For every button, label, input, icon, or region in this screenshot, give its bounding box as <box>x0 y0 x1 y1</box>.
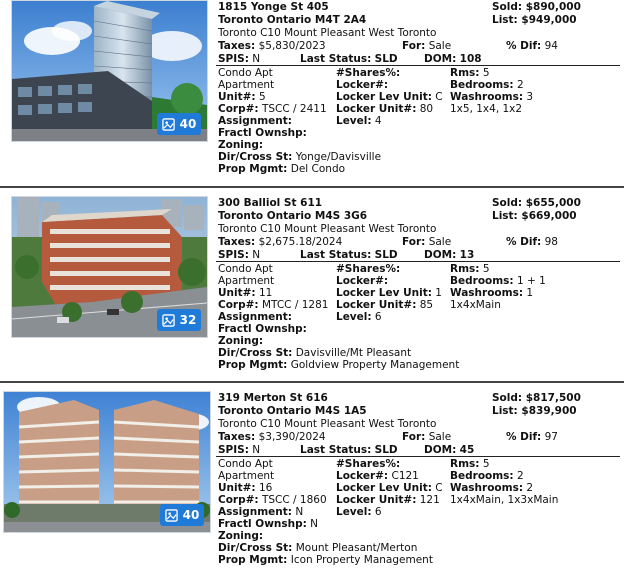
spis-value: N <box>252 53 261 65</box>
city-line: Toronto Ontario M4S 3G6 <box>218 210 368 222</box>
spis-label: SPIS: <box>218 444 249 456</box>
listing-separator <box>0 381 624 383</box>
photo-count-button[interactable] <box>160 504 204 526</box>
corp-value: TSCC / 1860 <box>261 494 327 506</box>
locker-label: Locker#: <box>336 79 389 91</box>
unit-label: Unit#: <box>218 287 256 299</box>
for-value: Sale <box>428 431 452 443</box>
area-line: Toronto C10 Mount Pleasant West Toronto <box>218 223 437 235</box>
taxes-label: Taxes: <box>218 40 256 52</box>
listing-photo[interactable] <box>11 196 208 338</box>
bath-detail: 1x4xMain <box>450 299 501 311</box>
corp-label: Corp#: <box>218 494 259 506</box>
listing-photo[interactable] <box>11 0 208 142</box>
photo-count: 32 <box>179 313 197 327</box>
locker-lev-unit-label: Locker Lev Unit: <box>336 287 432 299</box>
bedrooms-label: Bedrooms: <box>450 275 514 287</box>
for-value: Sale <box>428 236 452 248</box>
locker-lev-unit-value: C <box>435 91 443 103</box>
cross-st-value: Mount Pleasant/Merton <box>295 542 418 554</box>
fractl-label: Fractl Ownshp: <box>218 518 307 530</box>
last-status-label: Last Status: <box>300 444 372 456</box>
zoning-label: Zoning: <box>218 335 264 347</box>
corp-label: Corp#: <box>218 103 259 115</box>
dom-label: DOM: <box>424 249 457 261</box>
type-line-2: Apartment <box>218 79 275 91</box>
shares-label: #Shares%: <box>336 458 401 470</box>
type-line-1: Condo Apt <box>218 67 273 79</box>
sold-label: Sold: <box>492 392 523 404</box>
taxes-value: $3,390/2024 <box>258 431 326 443</box>
locker-label: Locker#: <box>336 275 389 287</box>
list-price: $839,900 <box>521 405 577 417</box>
shares-label: #Shares%: <box>336 263 401 275</box>
cross-st-value: Yonge/Davisville <box>295 151 382 163</box>
assignment-label: Assignment: <box>218 311 292 323</box>
prop-mgmt-label: Prop Mgmt: <box>218 554 288 566</box>
spis-value: N <box>252 249 261 261</box>
listing-address[interactable]: 300 Balliol St 611 <box>218 197 323 209</box>
rms-label: Rms: <box>450 263 480 275</box>
locker-lev-unit-label: Locker Lev Unit: <box>336 91 432 103</box>
locker-unit-value: 80 <box>419 103 434 115</box>
level-label: Level: <box>336 115 372 127</box>
spis-value: N <box>252 444 261 456</box>
washrooms-label: Washrooms: <box>450 91 524 103</box>
dom-value: 13 <box>459 249 475 261</box>
bedrooms-label: Bedrooms: <box>450 470 514 482</box>
washrooms-label: Washrooms: <box>450 287 524 299</box>
divider <box>216 456 620 457</box>
area-line: Toronto C10 Mount Pleasant West Toronto <box>218 418 437 430</box>
sold-label: Sold: <box>492 197 523 209</box>
dom-value: 108 <box>459 53 482 65</box>
washrooms-value: 2 <box>526 482 534 494</box>
last-status-label: Last Status: <box>300 249 372 261</box>
rms-label: Rms: <box>450 67 480 79</box>
listing-info <box>216 1 622 176</box>
unit-label: Unit#: <box>218 482 256 494</box>
for-value: Sale <box>428 40 452 52</box>
divider <box>216 65 620 66</box>
image-icon <box>162 118 175 131</box>
listing-address[interactable]: 319 Merton St 616 <box>218 392 328 404</box>
pct-dif-value: 98 <box>544 236 558 248</box>
level-label: Level: <box>336 506 372 518</box>
image-icon <box>165 509 178 522</box>
level-value: 6 <box>374 311 382 323</box>
image-icon <box>162 314 175 327</box>
prop-mgmt-value: Del Condo <box>290 163 346 175</box>
taxes-label: Taxes: <box>218 431 256 443</box>
washrooms-label: Washrooms: <box>450 482 524 494</box>
locker-lev-unit-value: C <box>435 482 443 494</box>
locker-unit-label: Locker Unit#: <box>336 494 417 506</box>
assignment-value: N <box>295 506 304 518</box>
locker-lev-unit-label: Locker Lev Unit: <box>336 482 432 494</box>
cross-st-value: Davisville/Mt Pleasant <box>295 347 412 359</box>
cross-st-label: Dir/Cross St: <box>218 542 293 554</box>
corp-value: TSCC / 2411 <box>261 103 327 115</box>
zoning-label: Zoning: <box>218 530 264 542</box>
fractl-label: Fractl Ownshp: <box>218 323 307 335</box>
listing-info <box>216 197 622 372</box>
for-label: For: <box>402 236 426 248</box>
listing-info <box>216 392 622 567</box>
level-value: 4 <box>374 115 382 127</box>
rms-value: 5 <box>482 458 490 470</box>
bath-detail: 1x4xMain, 1x3xMain <box>450 494 559 506</box>
list-label: List: <box>492 405 518 417</box>
locker-unit-value: 85 <box>419 299 434 311</box>
unit-value: 16 <box>258 482 273 494</box>
dom-value: 45 <box>459 444 475 456</box>
list-price: $949,000 <box>521 14 577 26</box>
rms-label: Rms: <box>450 458 480 470</box>
pct-dif-value: 94 <box>544 40 558 52</box>
listing-card <box>0 391 624 571</box>
assignment-label: Assignment: <box>218 506 292 518</box>
locker-value: C121 <box>391 470 419 482</box>
cross-st-label: Dir/Cross St: <box>218 347 293 359</box>
photo-count-button[interactable] <box>157 113 201 135</box>
sold-label: Sold: <box>492 1 523 13</box>
rms-value: 5 <box>482 67 490 79</box>
corp-value: MTCC / 1281 <box>261 299 329 311</box>
taxes-label: Taxes: <box>218 236 256 248</box>
bedrooms-value: 2 <box>516 79 524 91</box>
type-line-1: Condo Apt <box>218 263 273 275</box>
shares-label: #Shares%: <box>336 67 401 79</box>
listing-photo[interactable] <box>3 391 211 533</box>
pct-dif-label: % Dif: <box>506 40 542 52</box>
unit-label: Unit#: <box>218 91 256 103</box>
washrooms-value: 1 <box>526 287 534 299</box>
photo-count-button[interactable] <box>157 309 201 331</box>
for-label: For: <box>402 431 426 443</box>
listing-address[interactable]: 1815 Yonge St 405 <box>218 1 329 13</box>
for-label: For: <box>402 40 426 52</box>
last-status-value: SLD <box>374 444 398 456</box>
prop-mgmt-value: Icon Property Management <box>290 554 433 566</box>
bath-detail: 1x5, 1x4, 1x2 <box>450 103 523 115</box>
listing-card <box>0 196 624 376</box>
city-line: Toronto Ontario M4T 2A4 <box>218 14 367 26</box>
corp-label: Corp#: <box>218 299 259 311</box>
prop-mgmt-value: Goldview Property Management <box>290 359 460 371</box>
dom-label: DOM: <box>424 53 457 65</box>
unit-value: 11 <box>258 287 273 299</box>
fractl-label: Fractl Ownshp: <box>218 127 307 139</box>
photo-count: 40 <box>182 508 200 522</box>
listing-card <box>0 0 624 180</box>
type-line-2: Apartment <box>218 470 275 482</box>
last-status-label: Last Status: <box>300 53 372 65</box>
pct-dif-value: 97 <box>544 431 558 443</box>
prop-mgmt-label: Prop Mgmt: <box>218 359 288 371</box>
cross-st-label: Dir/Cross St: <box>218 151 293 163</box>
list-label: List: <box>492 14 518 26</box>
dom-label: DOM: <box>424 444 457 456</box>
rms-value: 5 <box>482 263 490 275</box>
spis-label: SPIS: <box>218 53 249 65</box>
locker-unit-value: 121 <box>419 494 440 506</box>
sold-price: $655,000 <box>525 197 581 209</box>
area-line: Toronto C10 Mount Pleasant West Toronto <box>218 27 437 39</box>
locker-lev-unit-value: 1 <box>435 287 442 299</box>
listing-separator <box>0 186 624 188</box>
sold-price: $890,000 <box>525 1 581 13</box>
city-line: Toronto Ontario M4S 1A5 <box>218 405 367 417</box>
washrooms-value: 3 <box>526 91 534 103</box>
list-label: List: <box>492 210 518 222</box>
type-line-2: Apartment <box>218 275 275 287</box>
unit-value: 5 <box>258 91 266 103</box>
divider <box>216 261 620 262</box>
locker-unit-label: Locker Unit#: <box>336 103 417 115</box>
fractl-value: N <box>310 518 319 530</box>
bedrooms-value: 2 <box>516 470 524 482</box>
locker-label: Locker#: <box>336 470 389 482</box>
last-status-value: SLD <box>374 249 398 261</box>
taxes-value: $5,830/2023 <box>258 40 326 52</box>
taxes-value: $2,675.18/2024 <box>258 236 343 248</box>
last-status-value: SLD <box>374 53 398 65</box>
locker-unit-label: Locker Unit#: <box>336 299 417 311</box>
zoning-label: Zoning: <box>218 139 264 151</box>
prop-mgmt-label: Prop Mgmt: <box>218 163 288 175</box>
list-price: $669,000 <box>521 210 577 222</box>
type-line-1: Condo Apt <box>218 458 273 470</box>
sold-price: $817,500 <box>525 392 581 404</box>
level-label: Level: <box>336 311 372 323</box>
spis-label: SPIS: <box>218 249 249 261</box>
bedrooms-value: 1 + 1 <box>516 275 546 287</box>
level-value: 6 <box>374 506 382 518</box>
pct-dif-label: % Dif: <box>506 431 542 443</box>
bedrooms-label: Bedrooms: <box>450 79 514 91</box>
pct-dif-label: % Dif: <box>506 236 542 248</box>
assignment-label: Assignment: <box>218 115 292 127</box>
photo-count: 40 <box>179 117 197 131</box>
